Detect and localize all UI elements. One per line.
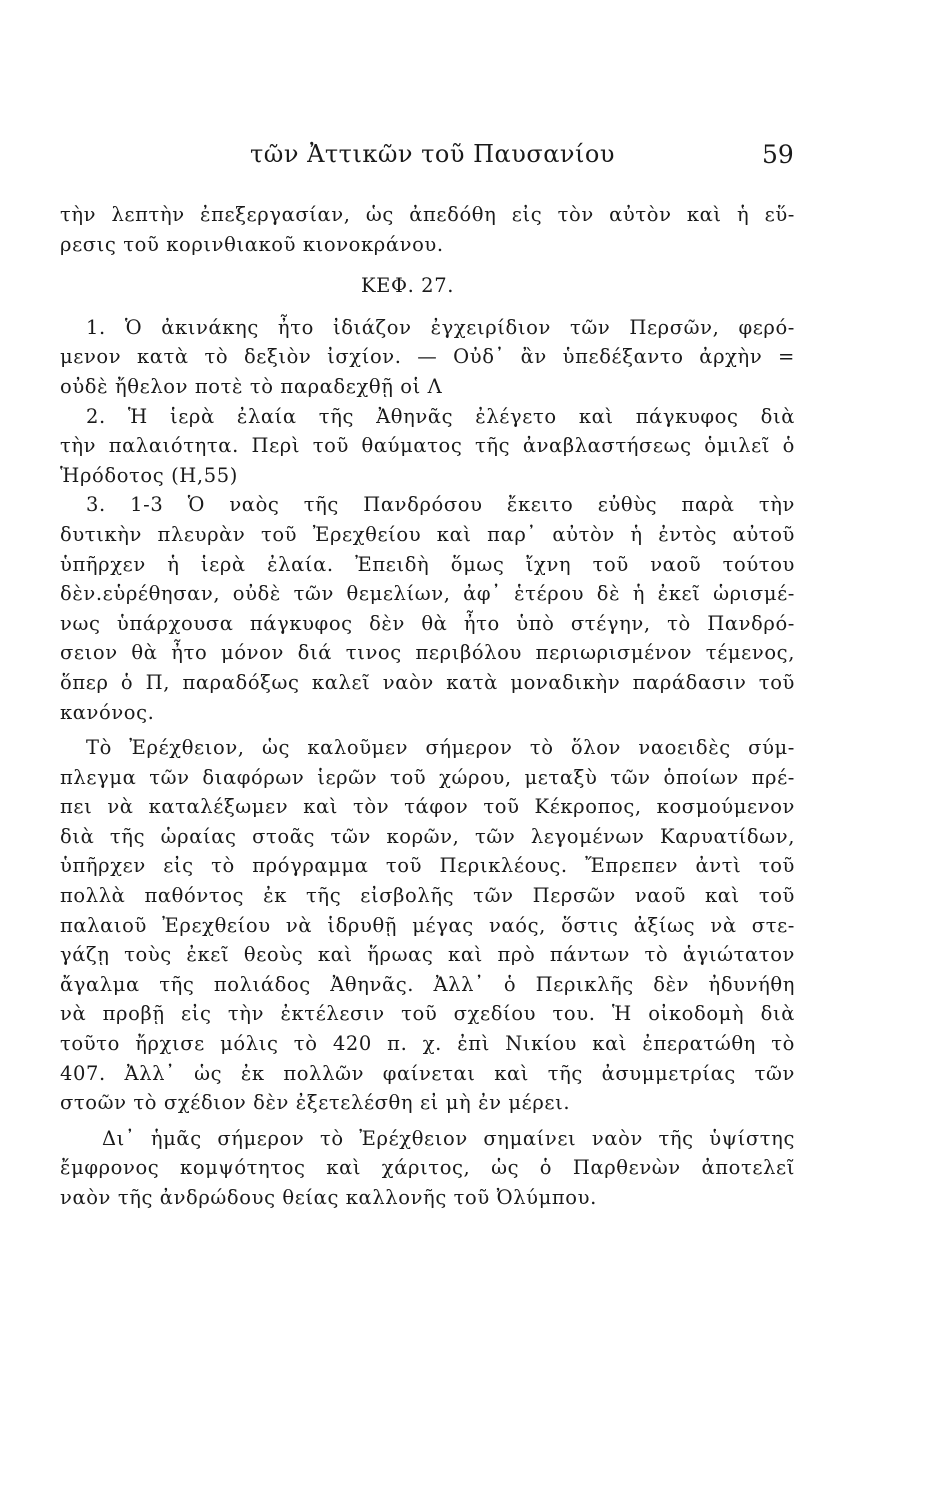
header-title: τῶν Ἀττικῶν τοῦ Παυσανίου xyxy=(250,140,615,168)
text-line: ὑπῆρχεν ἡ ἱερὰ ἐλαία. Ἐπειδὴ ὅμως ἴχνη τοῦ ναοῦ τούτου xyxy=(60,552,795,576)
text-line: δὲν.εὑρέθησαν, οὐδὲ τῶν θεμελίων, ἀφ᾽ ἑτέρου δὲ ἡ ἐκεῖ ὡρισμέ- xyxy=(60,582,795,606)
page-number: 59 xyxy=(762,140,794,169)
text-line: Ἡρόδοτος (Η,55) xyxy=(60,463,238,487)
text-line: 2. Ἡ ἱερὰ ἐλαία τῆς Ἀθηνᾶς ἐλέγετο καὶ πάγκυφος διὰ xyxy=(86,404,795,428)
text-line: 3. 1-3 Ὁ ναὸς τῆς Πανδρόσου ἔκειτο εὐθὺς παρὰ τὴν xyxy=(86,493,795,517)
page-body xyxy=(60,200,795,1213)
running-header xyxy=(0,140,951,174)
text-line: 1. Ὁ ἀκινάκης ἦτο ἰδιάζον ἐγχειρίδιον τῶν Περσῶν, φερό- xyxy=(86,315,795,339)
text-line: πολλὰ παθόντος ἐκ τῆς εἰσβολῆς τῶν Περσῶν ναοῦ καὶ τοῦ xyxy=(60,884,795,908)
text-line: διὰ τῆς ὡραίας στοᾶς τῶν κορῶν, τῶν λεγομένων Καρυατίδων, xyxy=(60,824,795,848)
text-line: ὅπερ ὁ Π, παραδόξως καλεῖ ναὸν κατὰ μοναδικὴν παράδασιν τοῦ xyxy=(60,670,795,694)
text-line: οὐδὲ ἤθελον ποτὲ τὸ παραδεχθῇ οἱ Λ xyxy=(60,374,443,398)
text-line: Δι᾽ ἡμᾶς σήμερον τὸ Ἐρέχθειον σημαίνει ναὸν τῆς ὑψίστης xyxy=(102,1126,795,1150)
text-line: 407. Ἀλλ᾽ ὡς ἐκ πολλῶν φαίνεται καὶ τῆς ἀσυμμετρίας τῶν xyxy=(60,1061,795,1085)
text-line: ρεσις τοῦ κορινθιακοῦ κιονοκράνου. xyxy=(60,232,444,256)
text-line: νὰ προβῇ εἰς τὴν ἐκτέλεσιν τοῦ σχεδίου του. Ἡ οἰκοδομὴ διὰ xyxy=(60,1002,795,1026)
text-line: πλεγμα τῶν διαφόρων ἱερῶν τοῦ χώρου, μεταξὺ τῶν ὁποίων πρέ- xyxy=(60,765,795,789)
text-line: μενον κατὰ τὸ δεξιὸν ἰσχίον. — Οὐδ᾽ ἂν ὑπεδέξαντο ἀρχὴν = xyxy=(60,345,795,369)
text-line: Τὸ Ἐρέχθειον, ὡς καλοῦμεν σήμερον τὸ ὅλον ναοειδὲς σύμ- xyxy=(86,736,795,760)
text-line: τὴν παλαιότητα. Περὶ τοῦ θαύματος τῆς ἀναβλαστήσεως ὁμιλεῖ ὁ xyxy=(60,434,795,458)
text-line: δυτικὴν πλευρὰν τοῦ Ἐρεχθείου καὶ παρ᾽ αὐτὸν ἡ ἐντὸς αὐτοῦ xyxy=(60,522,795,546)
text-line: κανόνος. xyxy=(60,700,155,724)
text-line: τοῦτο ἤρχισε μόλις τὸ 420 π. χ. ἐπὶ Νικίου καὶ ἐπερατώθη τὸ xyxy=(60,1032,795,1056)
text-line: γάζῃ τοὺς ἐκεῖ θεοὺς καὶ ἥρωας καὶ πρὸ πάντων τὸ ἁγιώτατον xyxy=(60,943,795,967)
text-line: παλαιοῦ Ἐρεχθείου νὰ ἱδρυθῇ μέγας ναός, ὅστις ἀξίως νὰ στε- xyxy=(60,913,795,937)
text-line: νως ὑπάρχουσα πάγκυφος δὲν θὰ ἦτο ὑπὸ στέγην, τὸ Πανδρό- xyxy=(60,611,795,635)
chapter-heading: ΚΕΦ. 27. xyxy=(361,274,454,298)
text-line: στοῶν τὸ σχέδιον δὲν ἐξετελέσθη εἰ μὴ ἐν μέρει. xyxy=(60,1091,571,1115)
text-line: τὴν λεπτὴν ἐπεξεργασίαν, ὡς ἀπεδόθη εἰς τὸν αὐτὸν καὶ ἡ εὕ- xyxy=(60,203,795,226)
text-line: ὑπῆρχεν εἰς τὸ πρόγραμμα τοῦ Περικλέους. Ἔπρεπεν ἀντὶ τοῦ xyxy=(60,854,795,878)
text-line: σειον θὰ ἦτο μόνον διά τινος περιβόλου περιωρισμένον τέμενος, xyxy=(60,641,795,665)
text-line: πει νὰ καταλέξωμεν καὶ τὸν τάφον τοῦ Κέκροπος, κοσμούμενον xyxy=(60,795,795,819)
text-line: ναὸν τῆς ἀνδρώδους θείας καλλονῆς τοῦ Ὀλύμπου. xyxy=(60,1186,597,1209)
text-line: ἔμφρονος κομψότητος καὶ χάριτος, ὡς ὁ Παρθενὼν ἀποτελεῖ xyxy=(60,1156,795,1180)
text-line: ἄγαλμα τῆς πολιάδος Ἀθηνᾶς. Ἀλλ᾽ ὁ Περικλῆς δὲν ἠδυνήθη xyxy=(60,972,795,996)
